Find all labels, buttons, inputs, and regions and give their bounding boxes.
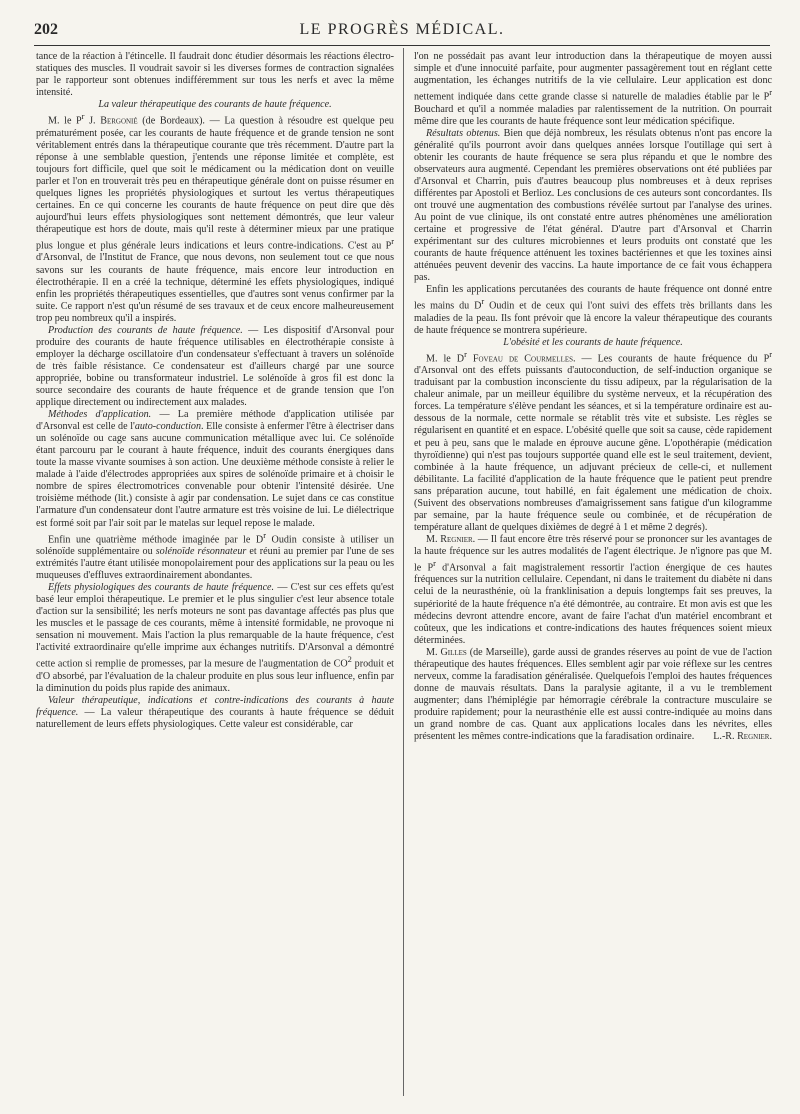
paragraph: Méthodes d'application. — La première méthode d'application utilisée par d'Arsonval est celle de l'auto-conduction. Elle consiste à enfermer l'être à électriser dans un solénoïde ou cage sans aucune communication métallique avec lui. Ce solénoïde étant parcouru par le courant à haute fréquence, induit des courants énergiques dans toute la masse vivante soumises à son action. Une deuxième méthode consiste à relier le malade à l'aide d'électrodes appropriées aux spires de solénoïde primaire et à choisir le nombre de spires électromotrices convenable pour obtenir l'intensité désirée. Une troisième méthode (lit.) consiste à agir par condensation. Le sujet dans ce cas constitue l'armature d'un condensateur dont l'autre armature est très voisine de lui. Le diélectrique est formé soit par l'air soit par le matelas sur lequel repose le malade. bbox=[36, 409, 394, 529]
paragraph: Enfin une quatrième méthode imaginée par le $D^r$ Oudin consiste à utiliser un solénoïde supplémentaire ou solénoïde résonnateur et réuni au premier par l'une de ses extrémités l'autre étant utilisée monopolairement pour des applications sur la peau ou les muqueuses d'effluves extraordinairement abondantes. bbox=[36, 530, 394, 582]
author-name: Regnier bbox=[440, 533, 473, 545]
paragraph: M. le $P^r$ J. Bergonié (de Bordeaux). — La question à résoudre est quelque peu prématurément posée, car les courants de haute fréquence et de grande tension ne sont véritablement entrés dans la thérapeutique courante que très récemment. D'autre part la réponse à une semblable question, j'entends une réponse limitée et complète, est toujours fort difficile, quel que soit le médicament ou la médication dont on veuille parler et l'on en trouverait très peu en thérapeutique générale dont on puisse résumer en quelques lignes les propriétés physiologiques et surtout les vertus thérapeutiques certaines. En ce qui concerne les courants de haute fréquence on peut dire que dès aujourd'hui leurs effets physiologiques sont nettement démontrés, que leur valeur thérapeutique est hors de doute, mais qu'il reste à déterminer mieux par une pratique plus longue et plus générale leurs indications et leurs contre-indications. C'est au $P^r$ d'Arsonval, de l'Institut de France, que nous devons, non seulement tout ce que nous savons sur les courants de haute fréquence, mais encore leur introduction en électrothérapie. Il en a créé la technique, déterminé les effets physiologiques, indiqué enfin les propriétés thérapeutiques essentielles, que d'autres sont venus confirmer par la suite. Ce rapport n'est qu'un résumé de ses travaux et de ceux encore malheureusement trop peu nombreux qu'il a inspirés. bbox=[36, 112, 394, 324]
paragraph: l'on ne possédait pas avant leur introduction dans la thérapeutique de moyen aussi simple et d'une innocuité parfaite, pour augmenter passagèrement tout en réglant cette augmentation, les échanges nutritifs de la vie cellulaire. Leur application est donc nettement indiquée dans cette grande classe si naturelle de maladies établie par le $P^r$ Bouchard et qu'il a nommée maladies par ralentissement de la nutrition. On pourrait même dire que les courants de haute fréquence sont leur médication spécifique. bbox=[414, 51, 772, 127]
page-header bbox=[34, 18, 770, 42]
paragraph: tance de la réaction à l'étincelle. Il faudrait donc étudier désormais les réactions électro-statiques des muscles. Il voudrait savoir si les diverses formes de contraction signalées par le rapporteur sont obtenues indifféremment sur tous les nerfs et avec la même intensité. bbox=[36, 51, 394, 99]
paragraph: Valeur thérapeutique, indications et contre-indications des courants à haute fréquence. — La valeur thérapeutique des courants à haute fréquence se déduit naturellement de leurs effets physiologiques. Cette valeur est considérable, car bbox=[36, 694, 394, 730]
paragraph: Effets physiologiques des courants de haute fréquence. — C'est sur ces effets qu'est basé leur emploi thérapeutique. Le premier et le plus singulier c'est leur absence totale d'action sur la sensibilité; les nerfs moteurs ne sont pas davantage affectés pas plus que les muscles et le passage de ces courants, même à intensité formidable, ne provoque ni sensation ni mouvement. Mais l'action la plus remarquable de la haute fréquence, c'est l'activité extraordinaire qu'elle imprime aux échanges nutritifs. D'Arsonval a démontré cette action si remplie de promesses, par la mesure de l'augmentation de $CO^2$ produit et d'O absorbé, par l'évaluation de la chaleur produite en plus sous leur influence, enfin par la diminution du poids plus rapide des animaux. bbox=[36, 582, 394, 694]
section-heading: La valeur thérapeutique des courants de haute fréquence. bbox=[98, 99, 332, 111]
author-name: J. Bergonié bbox=[89, 115, 138, 127]
author-name: Gilles bbox=[440, 646, 467, 658]
column-divider bbox=[403, 48, 404, 1096]
right-column bbox=[414, 51, 772, 1096]
signature: L.-R. Regnier. bbox=[713, 731, 772, 743]
paragraph: Enfin les applications percutanées des courants de haute fréquence ont donné entre les mains du $D^r$ Oudin et de ceux qui l'ont suivi des effets très brillants dans les maladies de la peau. Ils font prévoir que là encore la valeur thérapeutique des courants de haute fréquence se montrera supérieure. bbox=[414, 284, 772, 336]
header-rule bbox=[34, 45, 770, 46]
paragraph: Production des courants de haute fréquence. — Les dispositif d'Arsonval pour produire des courants de haute fréquence utilisables en électrothérapie consiste à employer la décharge oscillatoire d'un condensateur s'effectuant à travers un solénoïde de très faible résistance. Ce condensateur est d'ailleurs chargé par une source appropriée, bobine ou transformateur industriel. Le solénoïde à gros fil est donc la source secondaire des courants de haute fréquence et de grande tension que l'on applique directement ou indirectement aux malades. bbox=[36, 324, 394, 409]
section-heading: L'obésité et les courants de haute fréquence. bbox=[503, 336, 683, 348]
paragraph: Résultats obtenus. Bien que déjà nombreux, les résulats obtenus n'ont pas encore la généralité qu'ils pourront avoir dans quelques années lorsque l'outillage qui sert à obtenir les courants de haute fréquence se sera plus répandu et que le nombre des observateurs aura augmenté. Cependant les premières observations ont été publiées par d'Arsonval et Charrin, puis d'autres beaucoup plus nombreuses et à deux reprises différentes par Apostoli et Berlioz. Les conclusions de ces auteurs sont concordantes. Ils ont trouvé une augmentation des combustions révélée surtout par l'analyse des urines. Au point de vue clinique, ils ont constaté entre autres phénomènes une amélioration certaine et progressive de l'état général. D'autre part d'Arsonval et Charrin expérimentant sur des cultures microbiennes et leurs produits ont constaté que les courants de haute fréquence atténuent les toxines bactériennes et que les toxines ainsi atténuées peuvent devenir des vaccins. La haute importance de ce fait vous échappera pas. bbox=[414, 127, 772, 284]
page-number: 202 bbox=[34, 21, 58, 38]
author-name: Foveau de Courmelles bbox=[472, 353, 574, 365]
paragraph: M. le $D^r$ Foveau de Courmelles. — Les courants de haute fréquence du $P^r$ d'Arsonval ont des effets puissants d'autoconduction, de self-induction organique se traduisant par la combustion inconsciente du tissu adipeux, par la régularisation de la chaleur animale, par un meilleur équilibre du système nerveux, et la récupération des forces. La température s'élève pendant les séances, et si la température ordinaire est au-dessous de la normale, cette normale se rétablit très vite et subsiste. Les règles se régularisent en quantité et en espace. L'obésité quelle que soit sa cause, cède rapidement et peu à peu, sans que le malade en éprouve aucune gêne. L'opothérapie (médication thyroïdienne) qui n'est pas toujours supportée quand elle est le seul traitement, devient, combinée à la haute fréquence, un adjuvant précieux de celle-ci, et nullement débilitante. La facilité d'application de la haute fréquence que le patient peut prendre sans préparation aucune, tout habillé, en fait également une médication de choix. (Suivent des observations nombreuses d'amaigrissement sans fatigue d'un kilogramme par semaine, par la haute fréquence seule ou combinée, et de récupération de température allant de quelques dixièmes de degré à 1 et même 2 degrés). bbox=[414, 349, 772, 533]
running-title: LE PROGRÈS MÉDICAL. bbox=[299, 21, 505, 38]
paragraph: M. Gilles (de Marseille), garde aussi de grandes réserves au point de vue de l'action thérapeutique des hautes fréquences. Elles semblent agir par voie réflexe sur les centres nerveux, comme la faradisation généralisée. Quelquefois l'emploi des hautes fréquences donne de mauvais résultats. Dans la paralysie agitante, il a vu le tremblement augmenter; dans l'hémiplégie par hémorragie cérébrale la contracture musculaire se produire rapidement; pour la neurasthénie elle est aussi contre-indiquée au moins dans un grand nombre de cas. Quant aux applications locales dans les névrites, elles présentent les mêmes contre-indications que la faradisation ordinaire. L.-R. Regnier. bbox=[414, 646, 772, 743]
left-column bbox=[36, 51, 394, 1096]
paragraph: M. Regnier. — Il faut encore être très réservé pour se prononcer sur les avantages de la haute fréquence sur les autres modalités de l'agent électrique. Je n'ignore pas que M. le $P^r$ d'Arsonval a fait magistralement ressortir l'action énergique de ces hautes fréquences sur la nutrition cellulaire. Cependant, ni dans le traitement du diabète ni dans celui de la neurasthénie, où la franklinisation a depuis longtemps fait ses preuves, la supériorité de la haute fréquence n'a été démontrée, au contraire. Et mon avis est que les médecins devront attendre encore, avant de faire l'achat d'un matériel encombrant et coûteux, que les indications et contre-indications des hautes fréquences soient mieux déterminées. bbox=[414, 533, 772, 646]
